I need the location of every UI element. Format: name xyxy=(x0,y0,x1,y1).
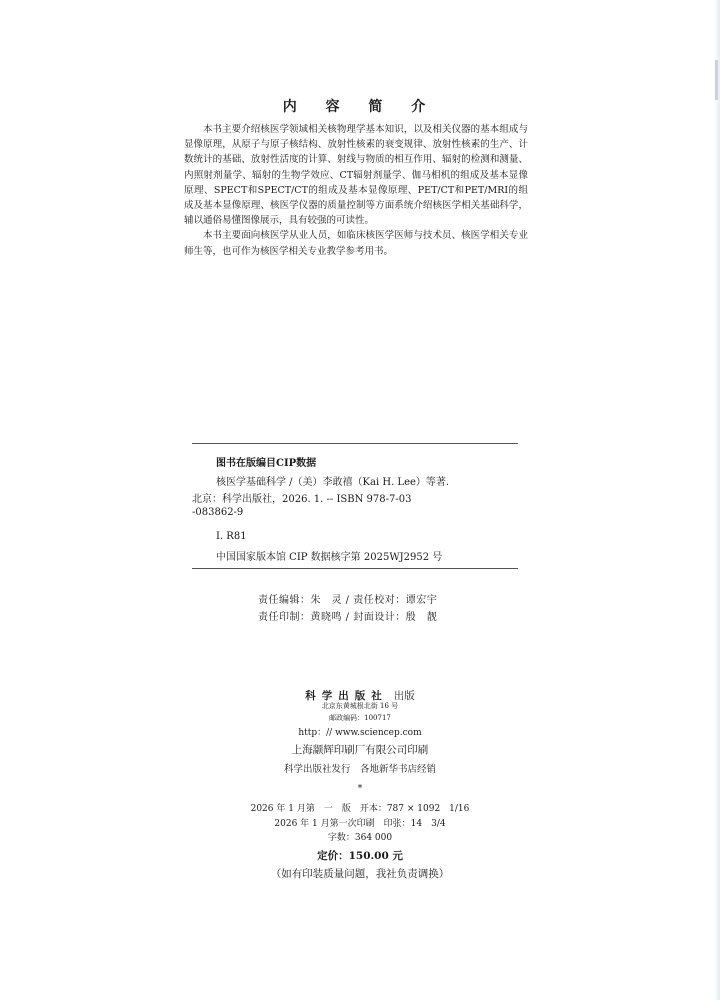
quality-notice: （如有印装质量问题，我社负责调换） xyxy=(270,868,450,880)
publisher-suffix: 出版 xyxy=(393,690,415,702)
cip-bottom-rule xyxy=(192,568,518,569)
price: 定价：150.00 元 xyxy=(317,850,403,862)
separator-star: * xyxy=(357,784,363,794)
cip-title-line: 核医学基础科学 /（美）李敢禧（Kai H. Lee）等著． xyxy=(216,477,456,488)
distribution: 科学出版社发行 各地新华书店经销 xyxy=(283,764,436,775)
cip-top-rule xyxy=(192,443,518,444)
publisher-postcode: 邮政编码：100717 xyxy=(329,714,391,722)
staff-production: 责任印制：黄晓鸣 / 封面设计：殷 靓 xyxy=(258,612,438,623)
staff-editors: 责任编辑：朱 灵 / 责任校对：谭宏宇 xyxy=(258,595,438,606)
page-edge-mark xyxy=(715,60,718,100)
publisher-name: 科学出版社 xyxy=(305,690,388,702)
word-count: 字数：364 000 xyxy=(327,833,393,843)
edition-info: 2026 年 1 月第 一 版 开本：787 × 1092 1/16 xyxy=(250,804,470,814)
summary-title: 内 容 简 介 xyxy=(282,99,438,115)
printer: 上海颛辉印刷厂有限公司印刷 xyxy=(291,744,429,756)
printing-info: 2026 年 1 月第一次印刷 印张：14 3/4 xyxy=(274,819,446,829)
cip-imprint-line: 北京：科学出版社，2026. 1. -- ISBN 978-7-03 xyxy=(192,494,412,505)
cip-heading: 图书在版编目CIP数据 xyxy=(216,458,317,469)
summary-body xyxy=(184,122,528,259)
publisher-website: http：// www.sciencep.com xyxy=(298,728,422,738)
cip-record-number: 中国国家版本馆 CIP 数据核字第 2025WJ2952 号 xyxy=(216,552,443,563)
publisher-address: 北京东黄城根北街 16 号 xyxy=(321,702,399,710)
cip-classification: Ⅰ. R81 xyxy=(216,531,247,542)
summary-paragraph-1: 本书主要介绍核医学领域相关核物理学基本知识，以及相关仪器的基本组成与显像原理，从原子与原子核结构、放射性核素的衰变规律、放射性核素的生产、计数统计的基础、放射性活度的计算、射线与物质的相互作用、辐射的检测和测量、内照射剂量学、辐射的生物学效应、CT辐射剂量学、伽马相机的组成及基本显像原理、SPECT和SPECT/CT的组成及基本显像原理、PET/CT和PET/MRI的组成及基本显像原理、核医学仪器的质量控制等方面系统介绍核医学相关基础科学，辅以通俗易懂图像展示，具有较强的可读性。 xyxy=(184,124,528,227)
cip-isbn-line: -083862-9 xyxy=(192,507,244,518)
summary-paragraph-2: 本书主要面向核医学从业人员，如临床核医学医师与技术员、核医学相关专业师生等，也可作为核医学相关专业教学参考用书。 xyxy=(184,230,528,257)
